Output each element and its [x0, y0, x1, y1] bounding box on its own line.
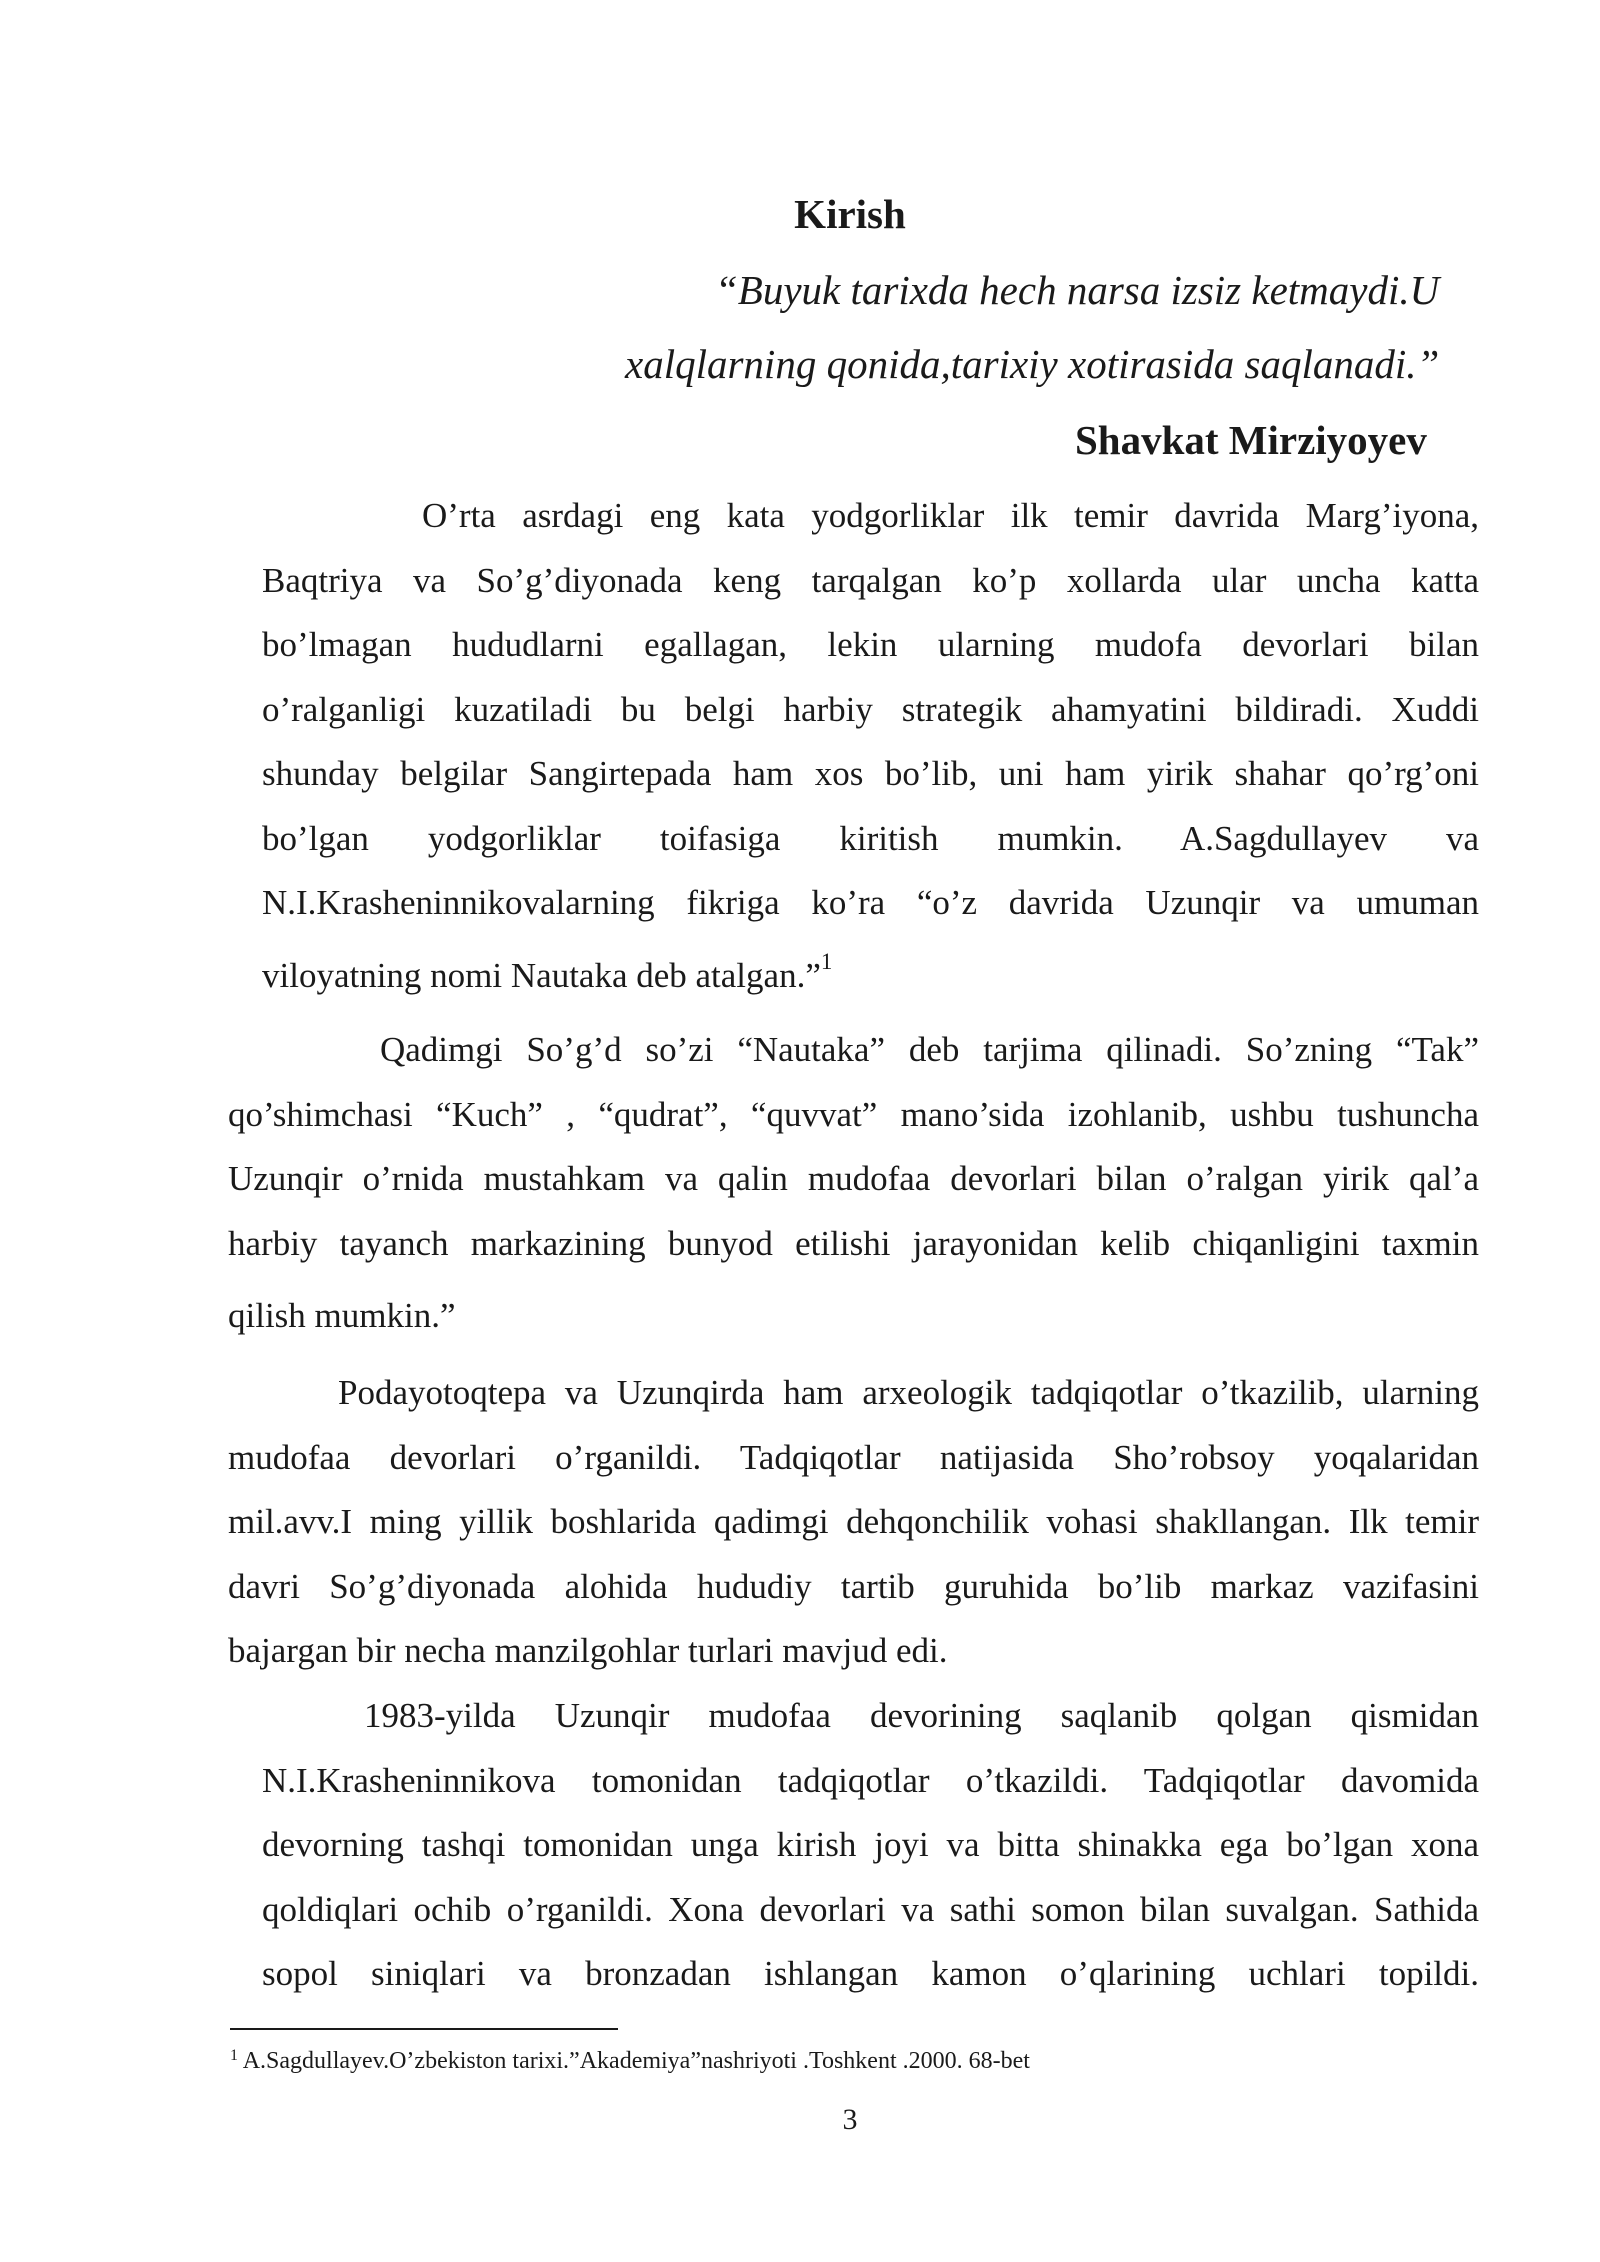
page-title: Kirish — [794, 191, 906, 237]
paragraph-line: o’ralganligi kuzatiladi bu belgi harbiy strategik ahamyatini bildiradi. Xuddi — [262, 689, 1479, 729]
paragraph-line: N.I.Krasheninnikova tomonidan tadqiqotlar o’tkazildi. Tadqiqotlar davomida — [262, 1760, 1479, 1800]
paragraph-line: Qadimgi So’g’d so’zi “Nautaka” deb tarjima qilinadi. So’zning “Tak” — [380, 1030, 1479, 1069]
paragraph-2 — [228, 1018, 1479, 1356]
paragraph-line: bo’lgan yodgorliklar toifasiga kiritish mumkin. A.Sagdullayev va — [262, 818, 1479, 858]
footnote-separator — [230, 2028, 618, 2030]
paragraph-line: N.I.Krasheninnikovalarning fikriga ko’ra “o’z davrida Uzunqir va umuman — [262, 883, 1479, 922]
paragraph-line: mudofaa devorlari o’rganildi. Tadqiqotlar natijasida Sho’robsoy yoqalaridan — [228, 1437, 1479, 1477]
paragraph-line: bajargan bir necha manzilgohlar turlari mavjud edi. — [228, 1631, 948, 1670]
paragraph-line: O’rta asrdagi eng kata yodgorliklar ilk temir davrida Marg’iyona, — [422, 496, 1479, 535]
paragraph-line: harbiy tayanch markazining bunyod etilishi jarayonidan kelib chiqanligini taxmin — [228, 1223, 1479, 1263]
paragraph-line: Baqtriya va So’g’diyonada keng tarqalgan ko’p xollarda ular uncha katta — [262, 560, 1479, 600]
footnote-reference[interactable]: 1 — [820, 948, 833, 974]
footnote-marker: 1 — [230, 2047, 238, 2064]
footnote — [230, 2048, 1030, 2075]
epigraph-line-2: xalqlarning qonida,tarixiy xotirasida saqlanadi.” — [625, 341, 1440, 387]
paragraph-3 — [228, 1361, 1479, 1684]
epigraph-line-1: “Buyuk tarixda hech narsa izsiz ketmaydi.U — [715, 267, 1440, 313]
paragraph-line: bo’lmagan hududlarni egallagan, lekin ularning mudofa devorlari bilan — [262, 625, 1479, 664]
paragraph-line: devorning tashqi tomonidan unga kirish joyi va bitta shinakka ega bo’lgan xona — [262, 1825, 1479, 1864]
epigraph-author: Shavkat Mirziyoyev — [1075, 417, 1427, 463]
paragraph-line: mil.avv.I ming yillik boshlarida qadimgi dehqonchilik vohasi shakllangan. Ilk temir — [228, 1502, 1479, 1541]
paragraph-line: qilish mumkin.” — [228, 1296, 456, 1335]
paragraph-4 — [262, 1684, 1479, 2007]
footnote-text: A.Sagdullayev.O’zbekiston tarixi.”Akademiya”nashriyoti .Toshkent .2000. 68-bet — [242, 2048, 1030, 2074]
paragraph-line: Uzunqir o’rnida mustahkam va qalin mudofaa devorlari bilan o’ralgan yirik qal’a — [228, 1159, 1479, 1198]
paragraph-line: 1983-yilda Uzunqir mudofaa devorining saqlanib qolgan qismidan — [364, 1696, 1479, 1735]
paragraph-line: davri So’g’diyonada alohida hududiy tartib guruhida bo’lib markaz vazifasini — [228, 1566, 1479, 1606]
paragraph-line — [262, 936, 1479, 1016]
paragraph-1 — [262, 484, 1479, 1016]
page-number: 3 — [842, 2103, 858, 2136]
paragraph-line: Podayotoqtepa va Uzunqirda ham arxeologik tadqiqotlar o’tkazilib, ularning — [338, 1373, 1479, 1412]
paragraph-line-text: viloyatning nomi Nautaka deb atalgan.” — [262, 955, 821, 995]
paragraph-line: qoldiqlari ochib o’rganildi. Xona devorlari va sathi somon bilan suvalgan. Sathida — [262, 1889, 1479, 1929]
paragraph-line: sopol siniqlari va bronzadan ishlangan kamon o’qlarining uchlari topildi. — [262, 1954, 1479, 1993]
paragraph-line: shunday belgilar Sangirtepada ham xos bo’lib, uni ham yirik shahar qo’rg’oni — [262, 754, 1479, 793]
paragraph-line: qo’shimchasi “Kuch” , “qudrat”, “quvvat” mano’sida izohlanib, ushbu tushuncha — [228, 1094, 1479, 1134]
